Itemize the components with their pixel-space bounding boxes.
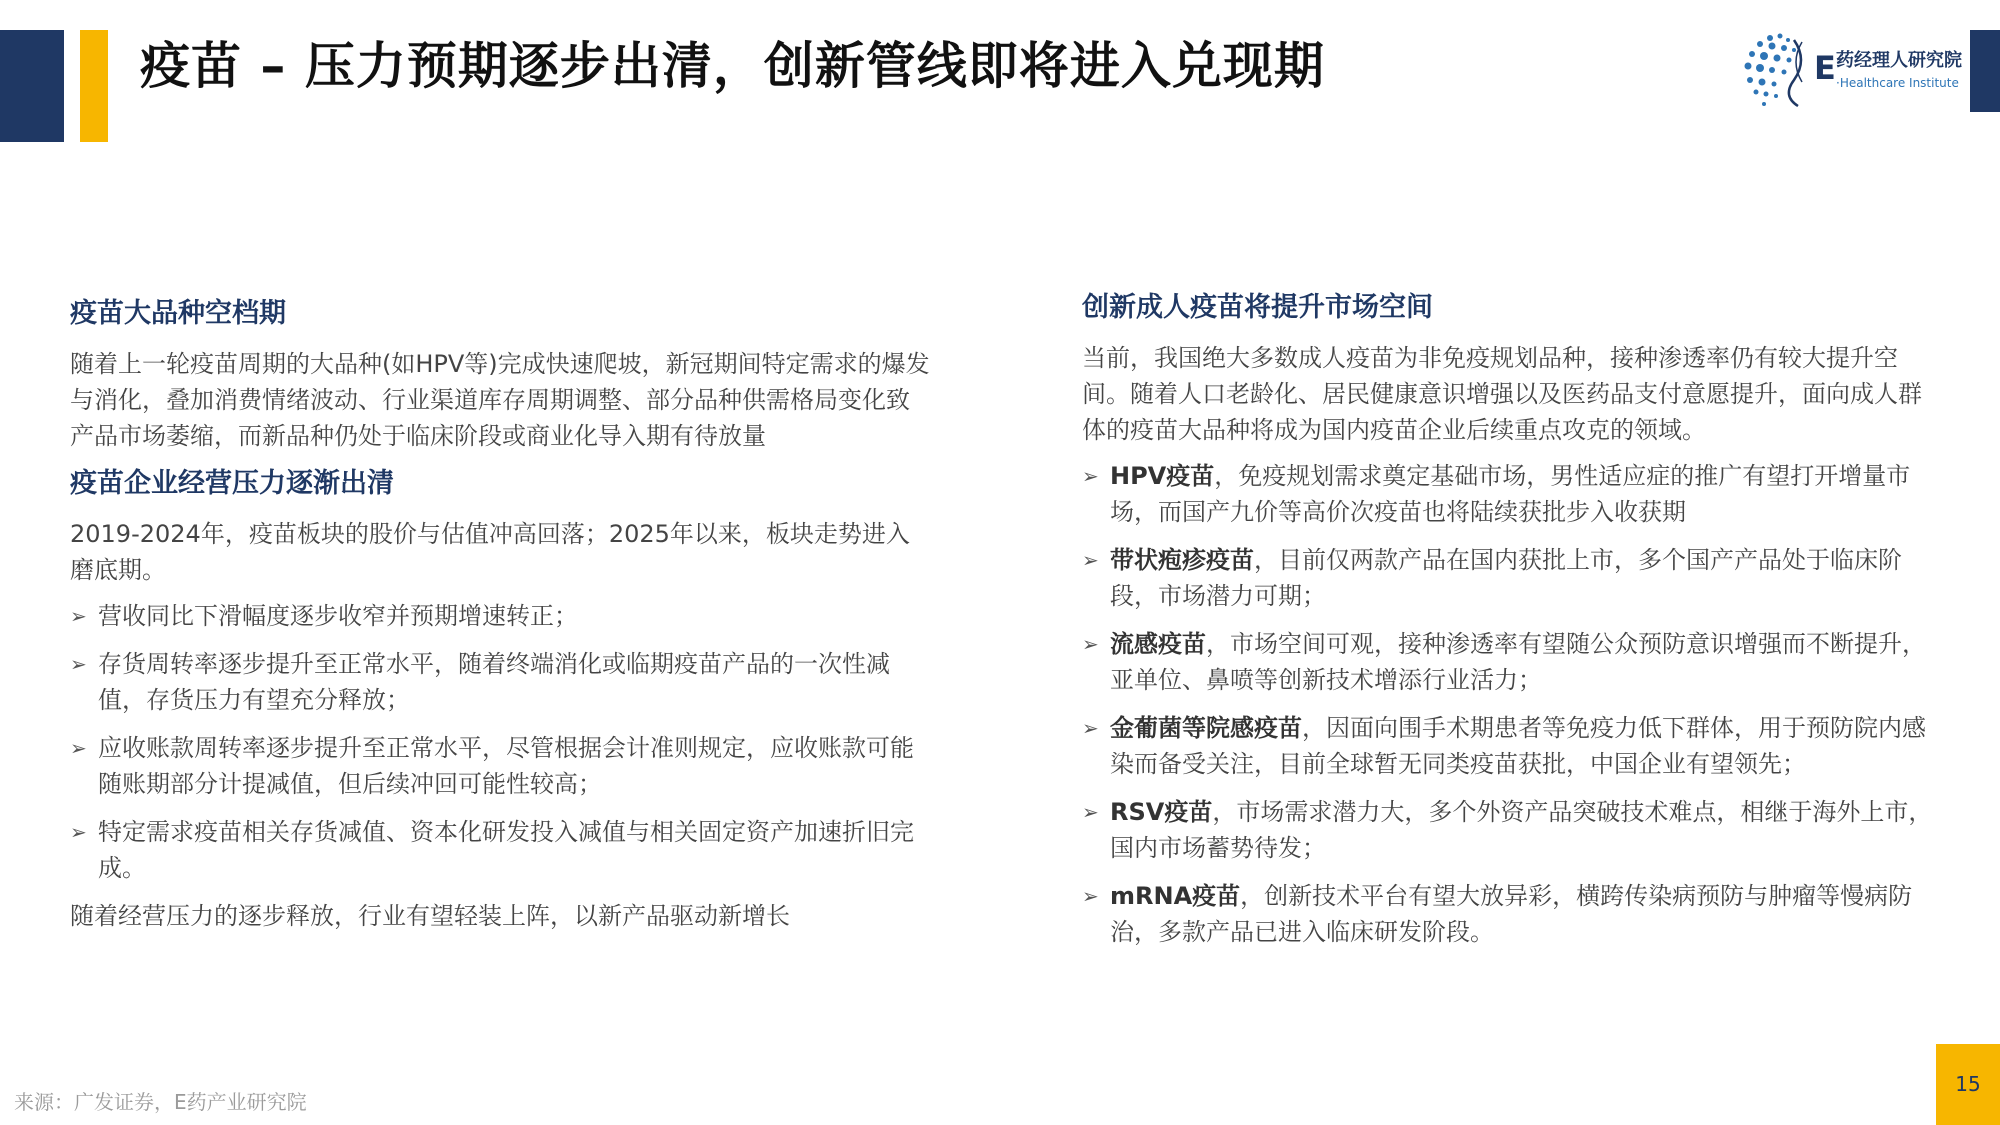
section-heading-blockbuster-gap: 疫苗大品种空档期 bbox=[70, 298, 286, 329]
page-number: 15 bbox=[1955, 1072, 1981, 1096]
left-column bbox=[70, 294, 930, 944]
section-heading-adult-vaccines: 创新成人疫苗将提升市场空间 bbox=[1082, 292, 1433, 323]
header-accent-bar-navy bbox=[0, 30, 64, 142]
header-accent-bar-yellow bbox=[80, 30, 108, 142]
section-intro-adult-vaccines: 当前，我国绝大多数成人疫苗为非免疫规划品种，接种渗透率仍有较大提升空间。随着人口老龄化、居民健康意识增强以及医药品支付意愿提升，面向成人群体的疫苗大品种将成为国内疫苗企业后续重点攻克的领域。 bbox=[1082, 344, 1922, 444]
section-heading-operating-pressure: 疫苗企业经营压力逐渐出清 bbox=[70, 468, 394, 499]
right-column bbox=[1082, 288, 1942, 962]
list-item bbox=[1082, 626, 1942, 698]
vaccine-keyword: mRNA疫苗 bbox=[1110, 882, 1241, 910]
list-item-text: 应收账款周转率逐步提升至正常水平，尽管根据会计准则规定，应收账款可能随账期部分计提减值，但后续冲回可能性较高； bbox=[98, 734, 914, 798]
list-item-text: ，创新技术平台有望大放异彩，横跨传染病预防与肿瘤等慢病防治，多款产品已进入临床研发阶段。 bbox=[1110, 882, 1913, 946]
list-item-text: ，市场需求潜力大，多个外资产品突破技术难点，相继于海外上市，国内市场蓄势待发； bbox=[1110, 798, 1933, 862]
arrow-right-icon: ➢ bbox=[1082, 884, 1099, 908]
list-item bbox=[1082, 710, 1942, 782]
list-item bbox=[70, 646, 930, 718]
list-item-text: ，因面向围手术期患者等免疫力低下群体，用于预防院内感染而备受关注，目前全球暂无同类疫苗获批，中国企业有望领先； bbox=[1110, 714, 1926, 778]
dna-dots-icon bbox=[1732, 30, 1814, 110]
list-item bbox=[1082, 794, 1942, 866]
header-accent-bar-right bbox=[1970, 30, 2000, 112]
arrow-right-icon: ➢ bbox=[70, 652, 87, 676]
list-item-text: ，免疫规划需求奠定基础市场，男性适应症的推广有望打开增量市场，而国产九价等高价次疫苗也将陆续获批步入收获期 bbox=[1110, 462, 1911, 526]
institute-logo bbox=[1732, 30, 1964, 110]
logo-name-cn: 药经理人研究院 bbox=[1836, 50, 1962, 71]
vaccine-keyword: HPV疫苗 bbox=[1110, 462, 1215, 490]
section-body-blockbuster-gap: 随着上一轮疫苗周期的大品种(如HPV等)完成快速爬坡，新冠期间特定需求的爆发与消化，叠加消费情绪波动、行业渠道库存周期调整、部分品种供需格局变化致产品市场萎缩，而新品种仍处于临床阶段或商业化导入期有待放量 bbox=[70, 350, 930, 450]
section-conclusion: 随着经营压力的逐步释放，行业有望轻装上阵，以新产品驱动新增长 bbox=[70, 902, 790, 930]
logo-mark: E bbox=[1814, 49, 1836, 87]
list-item-text: ，目前仅两款产品在国内获批上市，多个国产产品处于临床阶段，市场潜力可期； bbox=[1110, 546, 1902, 610]
page-title: 疫苗 – 压力预期逐步出清，创新管线即将进入兑现期 bbox=[140, 37, 1325, 95]
list-item bbox=[70, 598, 930, 634]
arrow-right-icon: ➢ bbox=[1082, 464, 1099, 488]
arrow-right-icon: ➢ bbox=[70, 736, 87, 760]
vaccine-keyword: RSV疫苗 bbox=[1110, 798, 1213, 826]
arrow-right-icon: ➢ bbox=[1082, 800, 1099, 824]
arrow-right-icon: ➢ bbox=[70, 820, 87, 844]
list-item bbox=[1082, 542, 1942, 614]
source-note: 来源：广发证券，E药产业研究院 bbox=[14, 1090, 307, 1114]
section-intro-operating-pressure: 2019-2024年，疫苗板块的股价与估值冲高回落；2025年以来，板块走势进入磨底期。 bbox=[70, 520, 910, 584]
list-item bbox=[70, 814, 930, 886]
adult-vaccine-list bbox=[1082, 458, 1942, 950]
vaccine-keyword: 带状疱疹疫苗 bbox=[1110, 546, 1254, 574]
vaccine-keyword: 流感疫苗 bbox=[1110, 630, 1206, 658]
arrow-right-icon: ➢ bbox=[1082, 632, 1099, 656]
arrow-right-icon: ➢ bbox=[70, 604, 87, 628]
list-item-text: 营收同比下滑幅度逐步收窄并预期增速转正； bbox=[98, 602, 578, 630]
operating-pressure-list bbox=[70, 598, 930, 886]
arrow-right-icon: ➢ bbox=[1082, 548, 1099, 572]
list-item bbox=[1082, 458, 1942, 530]
logo-name-en: ·Healthcare Institute bbox=[1836, 76, 1959, 90]
list-item bbox=[70, 730, 930, 802]
page-number-box bbox=[1936, 1044, 2000, 1125]
list-item bbox=[1082, 878, 1942, 950]
list-item-text: ，市场空间可观，接种渗透率有望随公众预防意识增强而不断提升，亚单位、鼻喷等创新技术增添行业活力； bbox=[1110, 630, 1926, 694]
list-item-text: 特定需求疫苗相关存货减值、资本化研发投入减值与相关固定资产加速折旧完成。 bbox=[98, 818, 914, 882]
arrow-right-icon: ➢ bbox=[1082, 716, 1099, 740]
list-item-text: 存货周转率逐步提升至正常水平，随着终端消化或临期疫苗产品的一次性减值，存货压力有望充分释放； bbox=[98, 650, 890, 714]
vaccine-keyword: 金葡菌等院感疫苗 bbox=[1110, 714, 1302, 742]
